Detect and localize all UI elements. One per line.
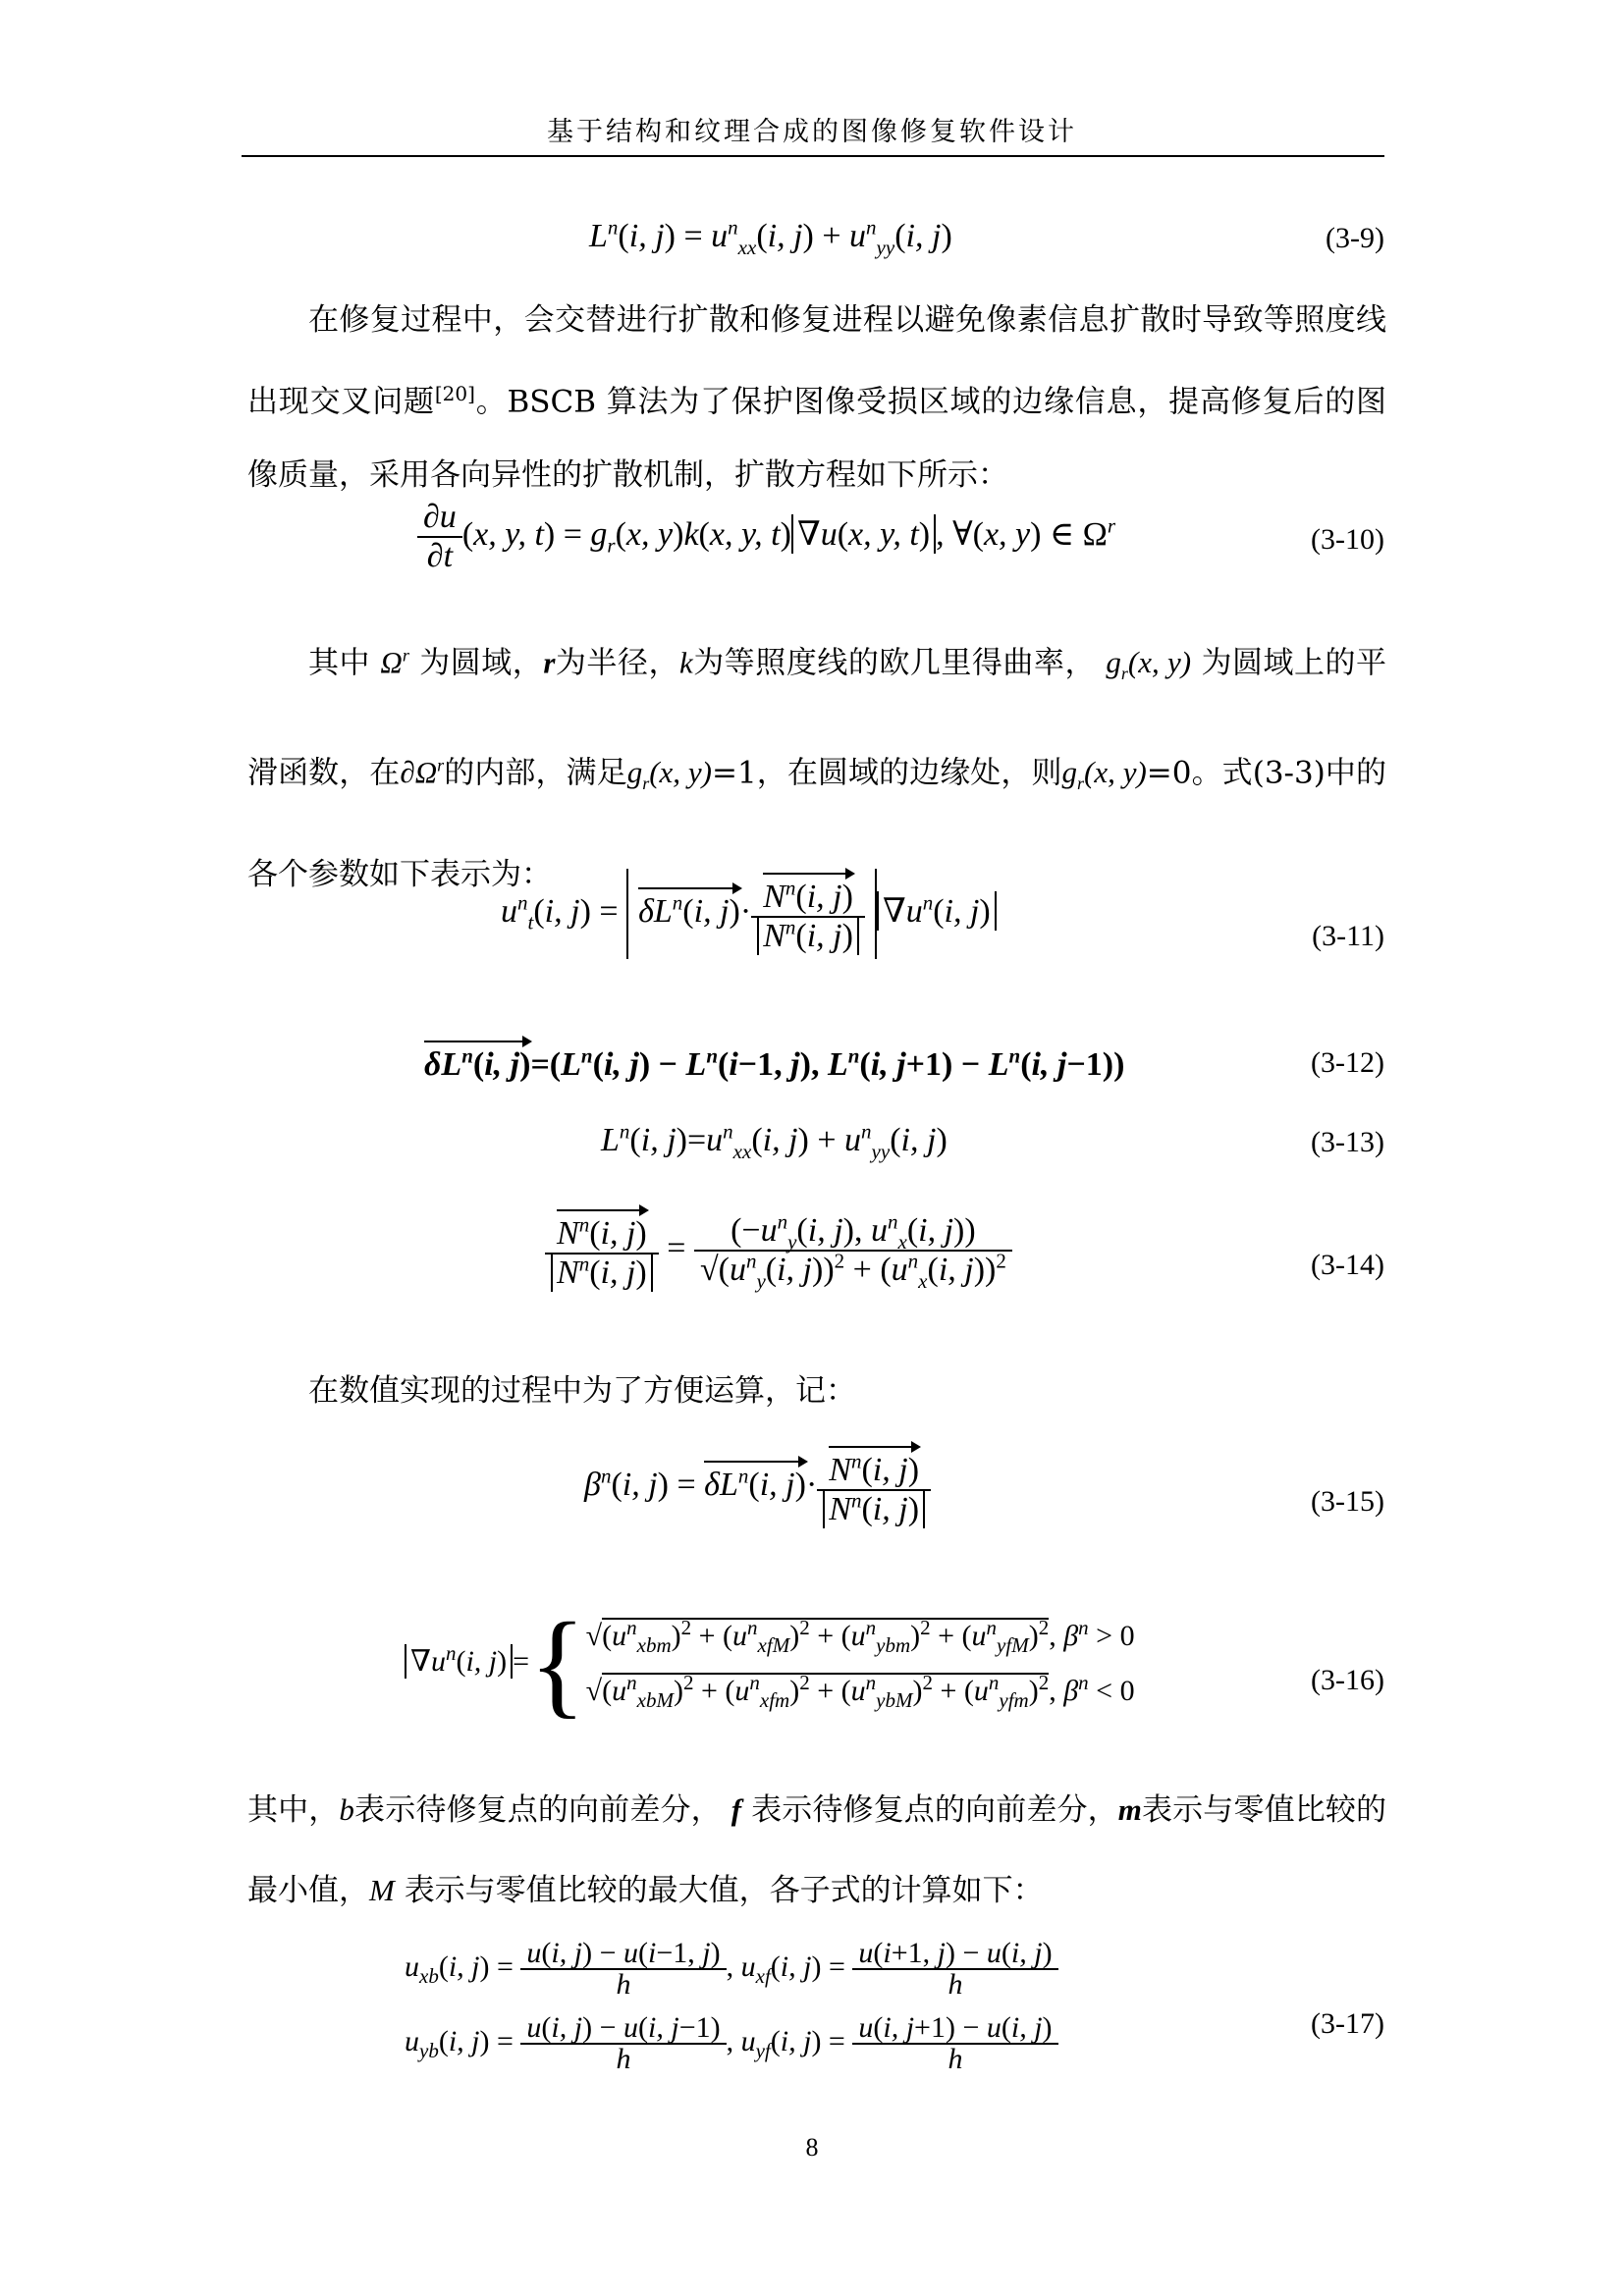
paragraph-text: 为等照度线的欧几里得曲率， — [692, 645, 1096, 681]
paragraph: 其中，b表示待修复点的向前差分， f 表示待修复点的向前差分，m表示与零值比较的最小值，M 表示与零值比较的最大值，各子式的计算如下： — [247, 1792, 1387, 1908]
equation-number: (3-15) — [1311, 1485, 1384, 1518]
equation-3-14: $\frac{N^n(i, j)}{N^n(i, j)}$ = $\frac{(-u^n_y(i, j), u^n_x(i, j))}{√(u^n_y(i, j))^2 + (u^n_x(i, j))^2}$ — [545, 1209, 1012, 1292]
equation-3-11: $u^n_t(i$, $j) = \delta L^n(i$, j)· $\frac{N^n(i, j)}{N^n(i, j)}$ $\nabla u^n(i$, j) — [501, 869, 997, 959]
equation-number: (3-14) — [1311, 1249, 1384, 1281]
paragraph-text: 为半径， — [555, 645, 679, 681]
paragraph-text: 为圆域， — [419, 645, 544, 681]
equation-number: (3-9) — [1326, 222, 1384, 254]
paragraph-text: 在数值实现的过程中为了方便运算，记： — [308, 1373, 856, 1409]
paragraph-text: 在修复过程中，会交替进行扩散和修复进程以避免像素信息扩散时导致等照度线出现交叉问题 — [247, 302, 1386, 420]
header-rule — [242, 155, 1384, 157]
equation-number: (3-10) — [1311, 523, 1384, 556]
page-number: 8 — [805, 2133, 819, 2162]
paragraph-text: 表示与零值比较的最大值，各子式的计算如下： — [404, 1873, 1044, 1908]
paragraph-text: 其中， — [247, 1792, 340, 1828]
paragraph-text: 的内部，满足 — [444, 754, 627, 790]
running-header: 基于结构和纹理合成的图像修复软件设计 — [547, 117, 1077, 147]
paragraph-text: 其中 — [308, 645, 371, 681]
equation-number: (3-13) — [1311, 1126, 1384, 1158]
paragraph-text: 。BSCB 算法为了保护图像受损区域的边缘信息，提高修复后的图像质量，采用各向异性的扩散机制，扩散方程如下所示： — [247, 384, 1387, 494]
equation-number: (3-16) — [1311, 1664, 1384, 1696]
equation-3-15: $\beta^n(i$, $j) = \delta L^n(i$, j)· $\frac{N^n(i, j)}{N^n(i, j)}$ — [584, 1446, 931, 1528]
paragraph-text: 表示待修复点的向前差分， — [751, 1792, 1118, 1828]
paragraph — [247, 284, 1386, 512]
equation-number: (3-11) — [1312, 920, 1384, 952]
citation-ref: [20] — [434, 382, 475, 405]
paragraph-text: 。式(3-3)中的各个参数如下表示为： — [247, 754, 1386, 893]
equation-number: (3-12) — [1311, 1046, 1384, 1079]
equation-3-10: $\frac{\partial u}{\partial t}$ (x, y, $t) = g_r(x$, y)k(x, y, t) ∇u(x, y, t) , ∀(x, y) ∈ $\Omega^r$ — [417, 499, 1115, 575]
paragraph: 其中 $\Omega^r$ 为圆域，r为半径，k为等照度线的欧几里得曲率， $g_r(x$, y) 为圆域上的平滑函数，在$\partial\Omega^r$的内部，满足$g_r(x$, y)=1，在圆域的边缘处，则$g_r(x$, y)=0。式(3-3)中的各个参数如下表示为： — [247, 645, 1387, 893]
equation-3-17: $u_{xb}(i$, j) = $\frac{u(i, j) - u(i-1, j)}{h}$ , $u_{xf}(i$, j) = $\frac{u(i+1, j) - u(i, j)}{h}$ $u_{yb}(i$, j) = $\frac{u(i, j) - u(i, j-1)}{h}$ , $u_{yf}(i$, j) = $\frac{u(i, j+1) - u(i, j)}{h}$ — [405, 1939, 1058, 2074]
paragraph-text: 为圆域上的平滑函数，在 — [247, 645, 1387, 790]
equation-3-9: $L^n(i$, $j) = u^n_{xx}(i$, $j) + u^n_{yy}(i$, j) — [589, 215, 952, 259]
paragraph-text: 表示待修复点的向前差分， — [353, 1792, 722, 1828]
paragraph-text: ，在圆域的边缘处，则 — [756, 754, 1062, 790]
equation-3-16: $\nabla u^n(i$, j) ={ $√(u^n_{xbm})^2 + (u^n_{xfM})^2 + (u^n_{ybm})^2 + (u^n_{yfM})^2$, $\beta^n > 0$ $√(u^n_{xbM})^2 + (u^n_{xfm})^2 + (u^n_{ybM})^2 + (u^n_{yfm})^2$, $\beta^n < 0$ — [405, 1605, 1135, 1723]
paragraph-text: 表示与零值比较的最小值， — [247, 1792, 1387, 1908]
equation-3-13: $L^n(i$, $j)=u^n_{xx}(i$, $j) + u^n_{yy}(i$, j) — [601, 1119, 947, 1163]
equation-3-12: $\delta L^n(i$, $j)=(L^n(i$, $j) - L^n(i-1$, j), $L^n(i$, $j+1) - L^n(i$, j−1)) — [424, 1041, 1124, 1084]
paragraph — [247, 1355, 1386, 1428]
equation-number: (3-17) — [1311, 2007, 1384, 2040]
